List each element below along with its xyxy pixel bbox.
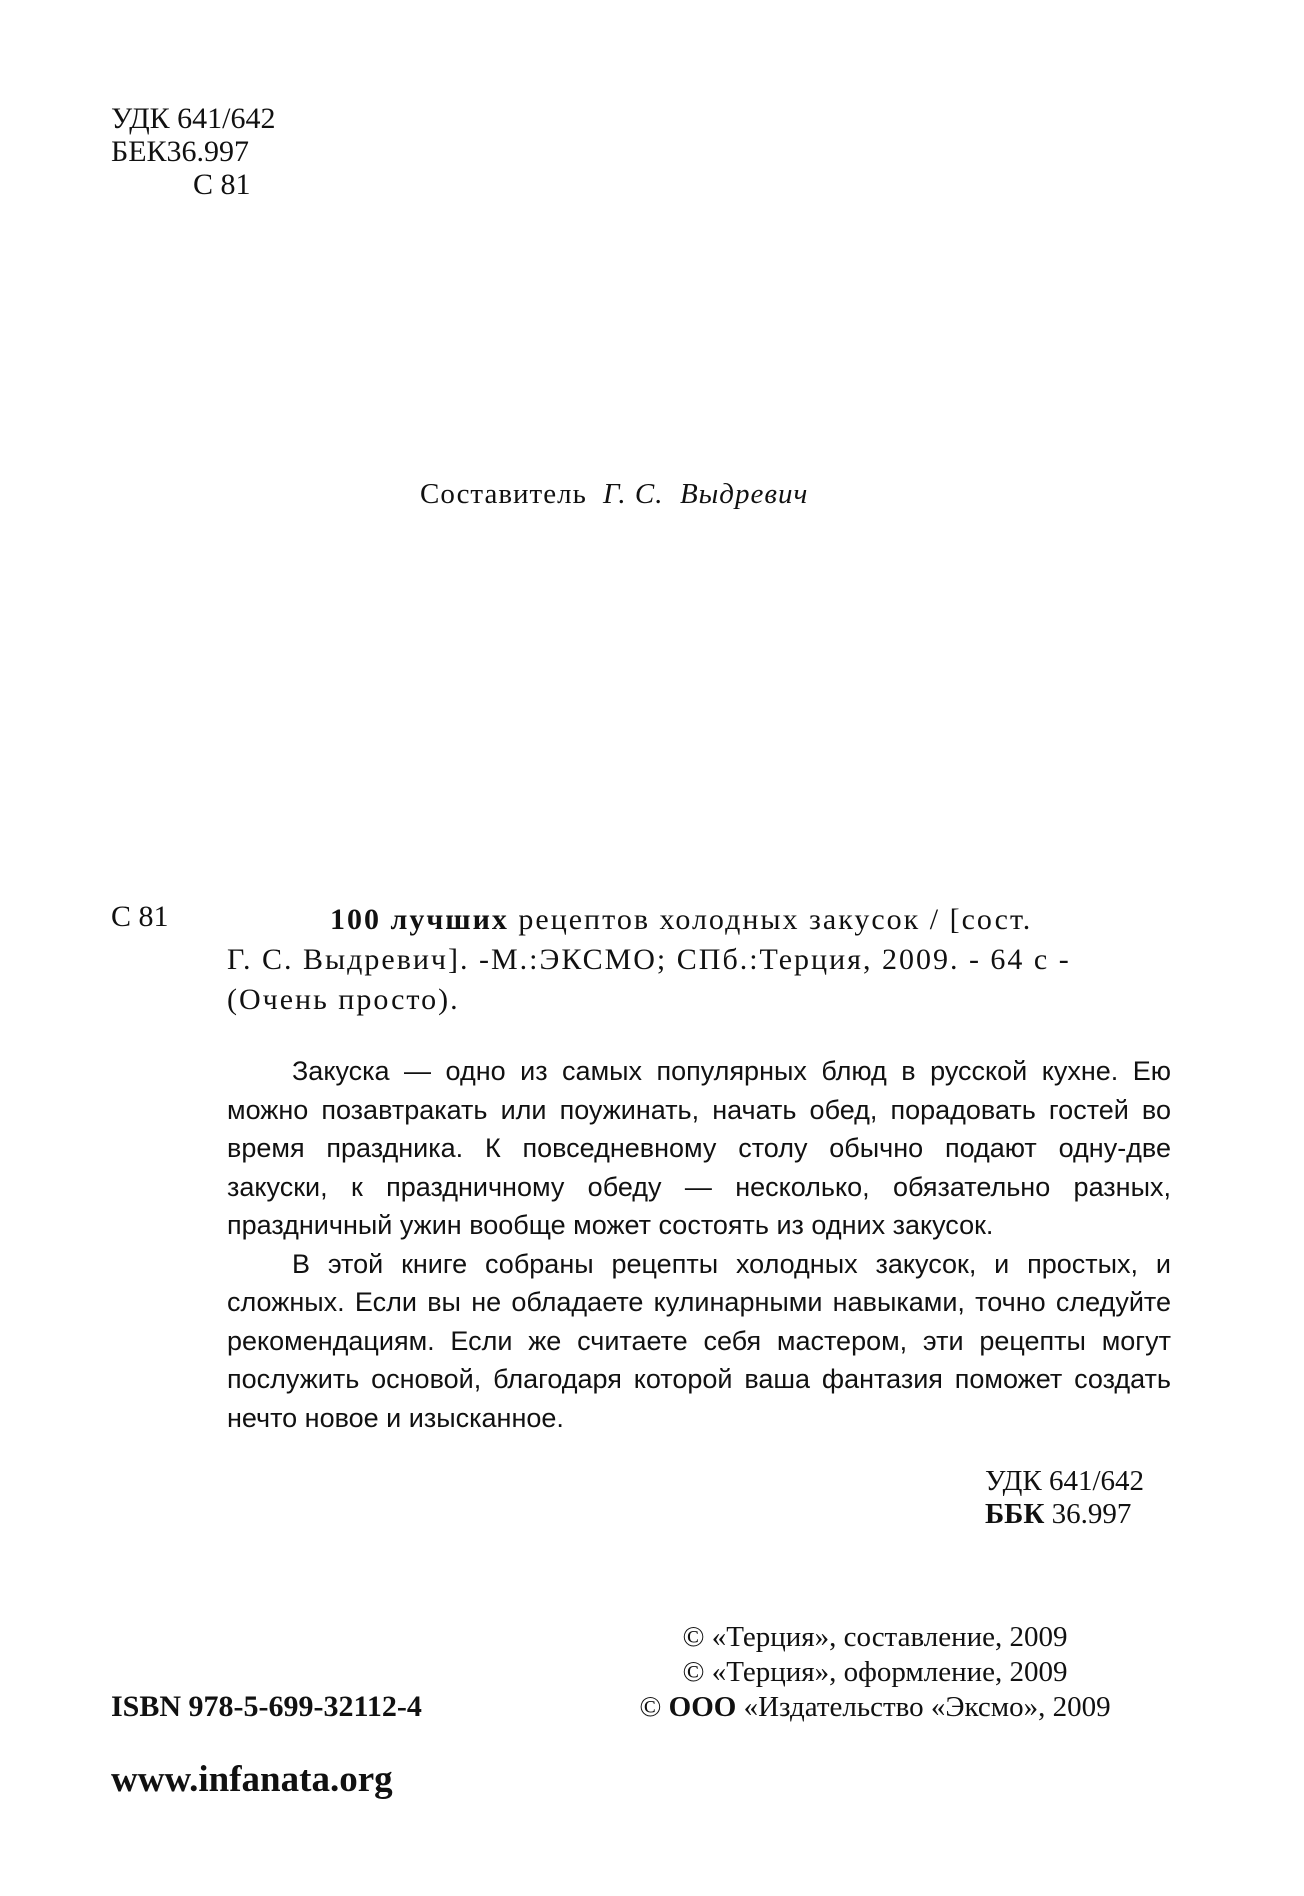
biblio-line-1 xyxy=(330,900,1170,940)
biblio-title-rest: рецептов холодных закусок / [сост. xyxy=(508,903,1033,936)
copyright-block xyxy=(590,1620,1160,1725)
copyright-symbol: © xyxy=(639,1691,669,1723)
composer-name: Г. С. Выдревич xyxy=(603,478,809,510)
composer-line xyxy=(420,478,808,511)
isbn: ISBN 978-5-699-32112-4 xyxy=(111,1690,422,1723)
bbk-value: 36.997 xyxy=(1044,1498,1132,1530)
bbk-code: БЕК36.997 xyxy=(111,135,250,168)
udk-code: УДК 641/642 xyxy=(985,1465,1145,1497)
publisher-org: ООО xyxy=(668,1691,737,1723)
copyright-line: © «Терция», оформление, 2009 xyxy=(682,1656,1068,1688)
biblio-title-bold: 100 лучших xyxy=(330,903,509,936)
website-link[interactable]: www.infanata.org xyxy=(111,1759,393,1800)
copyright-publisher xyxy=(590,1690,1160,1725)
copyright-line: © «Терция», составление, 2009 xyxy=(682,1621,1068,1653)
composer-label: Составитель xyxy=(420,478,587,510)
biblio-line-2: Г. С. Выдревич]. -М.:ЭКСМО; СПб.:Терция, 2009. - 64 с - xyxy=(227,943,1071,976)
biblio-author-mark: С 81 xyxy=(111,900,169,933)
bbk-line xyxy=(985,1498,1144,1531)
classification-block-top xyxy=(111,102,276,201)
bibliographic-record xyxy=(227,900,1170,1020)
biblio-line-3: (Очень просто). xyxy=(227,983,460,1016)
udk-code: УДК 641/642 xyxy=(111,102,276,135)
abstract-paragraph: В этой книге собраны рецепты холодных закусок, и простых, и сложных. Если вы не обладаете кулинарными навыками, точно следуйте рекомендациям. Если же считаете себя мастером, эти рецепты могут послужить основой, благодаря которой ваша фантазия поможет создать нечто новое и изысканное. xyxy=(227,1248,1171,1433)
bbk-label: ББК xyxy=(985,1498,1045,1530)
abstract-paragraph: Закуска — одно из самых популярных блюд в русской кухне. Ею можно позавтракать или поужинать, начать обед, порадовать гостей во время праздника. К повседневному столу обычно подают одну-две закуски, к праздничному обеду — несколько, обязательно разных, праздничный ужин вообще может состоять из одних закусок. xyxy=(227,1056,1171,1240)
abstract xyxy=(227,1052,1171,1437)
author-mark: С 81 xyxy=(193,168,251,201)
publisher-rest: «Издательство «Эксмо», 2009 xyxy=(736,1691,1111,1723)
classification-block-bottom xyxy=(985,1465,1144,1531)
